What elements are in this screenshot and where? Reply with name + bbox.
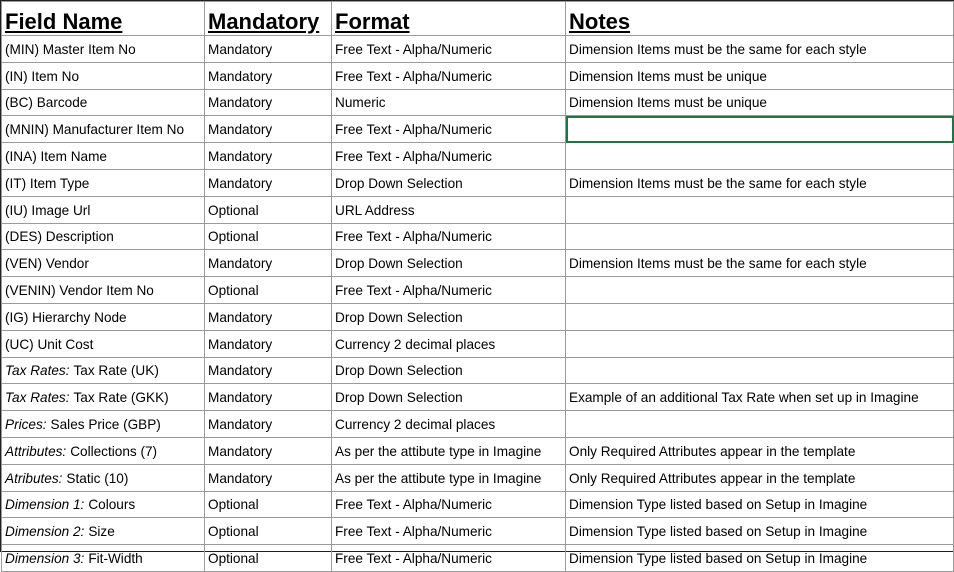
table-row — [2, 330, 954, 357]
field-group-prefix: Tax Rates: — [5, 363, 70, 379]
field-name-cell[interactable] — [2, 169, 205, 196]
format-cell[interactable]: As per the attibute type in Imagine — [332, 464, 566, 491]
notes-cell[interactable] — [566, 277, 954, 304]
field-name-cell[interactable] — [2, 518, 205, 545]
header-mandatory[interactable]: Mandatory — [205, 2, 332, 36]
field-name-cell[interactable] — [2, 116, 205, 143]
format-cell[interactable]: Drop Down Selection — [332, 384, 566, 411]
mandatory-cell[interactable]: Mandatory — [205, 89, 332, 116]
format-cell[interactable]: Free Text - Alpha/Numeric — [332, 116, 566, 143]
format-cell[interactable]: Free Text - Alpha/Numeric — [332, 277, 566, 304]
format-cell[interactable]: Free Text - Alpha/Numeric — [332, 143, 566, 170]
mandatory-cell[interactable]: Mandatory — [205, 357, 332, 384]
table-row — [2, 411, 954, 438]
field-name-cell[interactable] — [2, 491, 205, 518]
table-row — [2, 36, 954, 63]
mandatory-cell[interactable]: Mandatory — [205, 437, 332, 464]
table-row — [2, 357, 954, 384]
mandatory-cell[interactable]: Mandatory — [205, 411, 332, 438]
mandatory-cell[interactable]: Mandatory — [205, 169, 332, 196]
field-name-text: Tax Rate (GKK) — [73, 390, 169, 406]
header-format[interactable]: Format — [332, 2, 566, 36]
field-name-cell[interactable] — [2, 357, 205, 384]
table-row — [2, 169, 954, 196]
notes-cell[interactable] — [566, 303, 954, 330]
field-group-prefix: Prices: — [5, 417, 47, 433]
mandatory-cell[interactable]: Mandatory — [205, 36, 332, 63]
table-row — [2, 545, 954, 572]
table-row — [2, 89, 954, 116]
table-row — [2, 196, 954, 223]
table-row — [2, 277, 954, 304]
field-name-text: Collections (7) — [70, 443, 158, 459]
field-name-text: (IU) Image Url — [5, 202, 91, 218]
mandatory-cell[interactable]: Mandatory — [205, 384, 332, 411]
notes-cell[interactable]: Dimension Type listed based on Setup in Imagine — [566, 518, 954, 545]
field-name-text: (IG) Hierarchy Node — [5, 309, 127, 325]
table-row — [2, 384, 954, 411]
format-cell[interactable]: Currency 2 decimal places — [332, 330, 566, 357]
notes-cell[interactable]: Only Required Attributes appear in the template — [566, 437, 954, 464]
field-name-text: (DES) Description — [5, 229, 114, 245]
field-name-cell[interactable] — [2, 62, 205, 89]
mandatory-cell[interactable]: Mandatory — [205, 116, 332, 143]
field-group-prefix: Tax Rates: — [5, 390, 70, 406]
mandatory-cell[interactable]: Mandatory — [205, 62, 332, 89]
mandatory-cell[interactable]: Mandatory — [205, 464, 332, 491]
format-cell[interactable]: URL Address — [332, 196, 566, 223]
notes-cell[interactable] — [566, 223, 954, 250]
field-name-cell[interactable] — [2, 250, 205, 277]
selected-notes-cell[interactable] — [566, 116, 954, 143]
field-name-cell[interactable] — [2, 464, 205, 491]
header-row — [2, 2, 954, 36]
field-spec-table — [1, 1, 954, 572]
table-row — [2, 303, 954, 330]
notes-cell[interactable]: Dimension Items must be the same for each style — [566, 36, 954, 63]
field-name-text: Size — [88, 524, 115, 540]
format-cell[interactable]: Currency 2 decimal places — [332, 411, 566, 438]
field-name-cell[interactable] — [2, 411, 205, 438]
notes-cell[interactable]: Dimension Type listed based on Setup in Imagine — [566, 491, 954, 518]
field-name-text: (IT) Item Type — [5, 175, 90, 191]
format-cell[interactable]: Drop Down Selection — [332, 250, 566, 277]
mandatory-cell[interactable]: Optional — [205, 196, 332, 223]
table-row — [2, 518, 954, 545]
notes-cell[interactable]: Example of an additional Tax Rate when set up in Imagine — [566, 384, 954, 411]
format-cell[interactable]: Free Text - Alpha/Numeric — [332, 518, 566, 545]
format-cell[interactable]: Drop Down Selection — [332, 303, 566, 330]
notes-cell[interactable]: Dimension Items must be unique — [566, 89, 954, 116]
field-name-text: Fit-Width — [88, 551, 143, 567]
notes-cell[interactable] — [566, 357, 954, 384]
mandatory-cell[interactable]: Mandatory — [205, 330, 332, 357]
field-name-text: (VEN) Vendor — [5, 256, 89, 272]
table-row — [2, 143, 954, 170]
field-name-text: (BC) Barcode — [5, 95, 88, 111]
table-row — [2, 437, 954, 464]
field-name-cell[interactable] — [2, 89, 205, 116]
field-name-text: Colours — [88, 497, 136, 513]
format-cell[interactable]: Free Text - Alpha/Numeric — [332, 545, 566, 572]
field-name-text: Tax Rate (UK) — [73, 363, 159, 379]
field-name-text: (VENIN) Vendor Item No — [5, 283, 154, 299]
notes-cell[interactable]: Dimension Type listed based on Setup in Imagine — [566, 545, 954, 572]
table-row — [2, 491, 954, 518]
table-row — [2, 116, 954, 143]
field-group-prefix: Atributes: — [5, 470, 63, 486]
format-cell[interactable]: As per the attibute type in Imagine — [332, 437, 566, 464]
format-cell[interactable]: Drop Down Selection — [332, 169, 566, 196]
format-cell[interactable]: Free Text - Alpha/Numeric — [332, 223, 566, 250]
field-name-cell[interactable] — [2, 277, 205, 304]
table-row — [2, 464, 954, 491]
format-cell[interactable]: Free Text - Alpha/Numeric — [332, 62, 566, 89]
field-group-prefix: Dimension 1: — [5, 497, 85, 513]
field-name-cell[interactable] — [2, 36, 205, 63]
mandatory-cell[interactable]: Mandatory — [205, 143, 332, 170]
notes-cell[interactable] — [566, 330, 954, 357]
field-name-text: (MIN) Master Item No — [5, 41, 136, 57]
field-name-text: (INA) Item Name — [5, 149, 107, 165]
field-name-cell[interactable] — [2, 303, 205, 330]
notes-cell[interactable]: Dimension Items must be unique — [566, 62, 954, 89]
field-name-cell[interactable] — [2, 545, 205, 572]
field-name-cell[interactable] — [2, 143, 205, 170]
header-field-name[interactable]: Field Name — [2, 2, 205, 36]
table-row — [2, 250, 954, 277]
notes-cell[interactable]: Dimension Items must be the same for each style — [566, 250, 954, 277]
mandatory-cell[interactable]: Optional — [205, 518, 332, 545]
field-name-cell[interactable] — [2, 437, 205, 464]
notes-cell[interactable] — [566, 411, 954, 438]
mandatory-cell[interactable]: Optional — [205, 545, 332, 572]
header-notes[interactable]: Notes — [566, 2, 954, 36]
field-name-text: (MNIN) Manufacturer Item No — [5, 122, 185, 138]
field-group-prefix: Dimension 3: — [5, 551, 85, 567]
field-name-cell[interactable] — [2, 223, 205, 250]
format-cell[interactable]: Drop Down Selection — [332, 357, 566, 384]
field-name-text: Sales Price (GBP) — [50, 417, 161, 433]
field-name-cell[interactable] — [2, 384, 205, 411]
field-group-prefix: Dimension 2: — [5, 524, 85, 540]
mandatory-cell[interactable]: Mandatory — [205, 303, 332, 330]
format-cell[interactable]: Numeric — [332, 89, 566, 116]
format-cell[interactable]: Free Text - Alpha/Numeric — [332, 491, 566, 518]
mandatory-cell[interactable]: Optional — [205, 277, 332, 304]
notes-cell[interactable]: Only Required Attributes appear in the template — [566, 464, 954, 491]
mandatory-cell[interactable]: Optional — [205, 223, 332, 250]
field-name-cell[interactable] — [2, 330, 205, 357]
table-row — [2, 62, 954, 89]
mandatory-cell[interactable]: Mandatory — [205, 250, 332, 277]
notes-cell[interactable] — [566, 143, 954, 170]
field-name-cell[interactable] — [2, 196, 205, 223]
notes-cell[interactable] — [566, 196, 954, 223]
field-name-text: (UC) Unit Cost — [5, 336, 94, 352]
field-name-text: Static (10) — [66, 470, 129, 486]
mandatory-cell[interactable]: Optional — [205, 491, 332, 518]
field-name-text: (IN) Item No — [5, 68, 80, 84]
notes-cell[interactable]: Dimension Items must be the same for each style — [566, 169, 954, 196]
format-cell[interactable]: Free Text - Alpha/Numeric — [332, 36, 566, 63]
table-row — [2, 223, 954, 250]
field-group-prefix: Attributes: — [5, 443, 67, 459]
